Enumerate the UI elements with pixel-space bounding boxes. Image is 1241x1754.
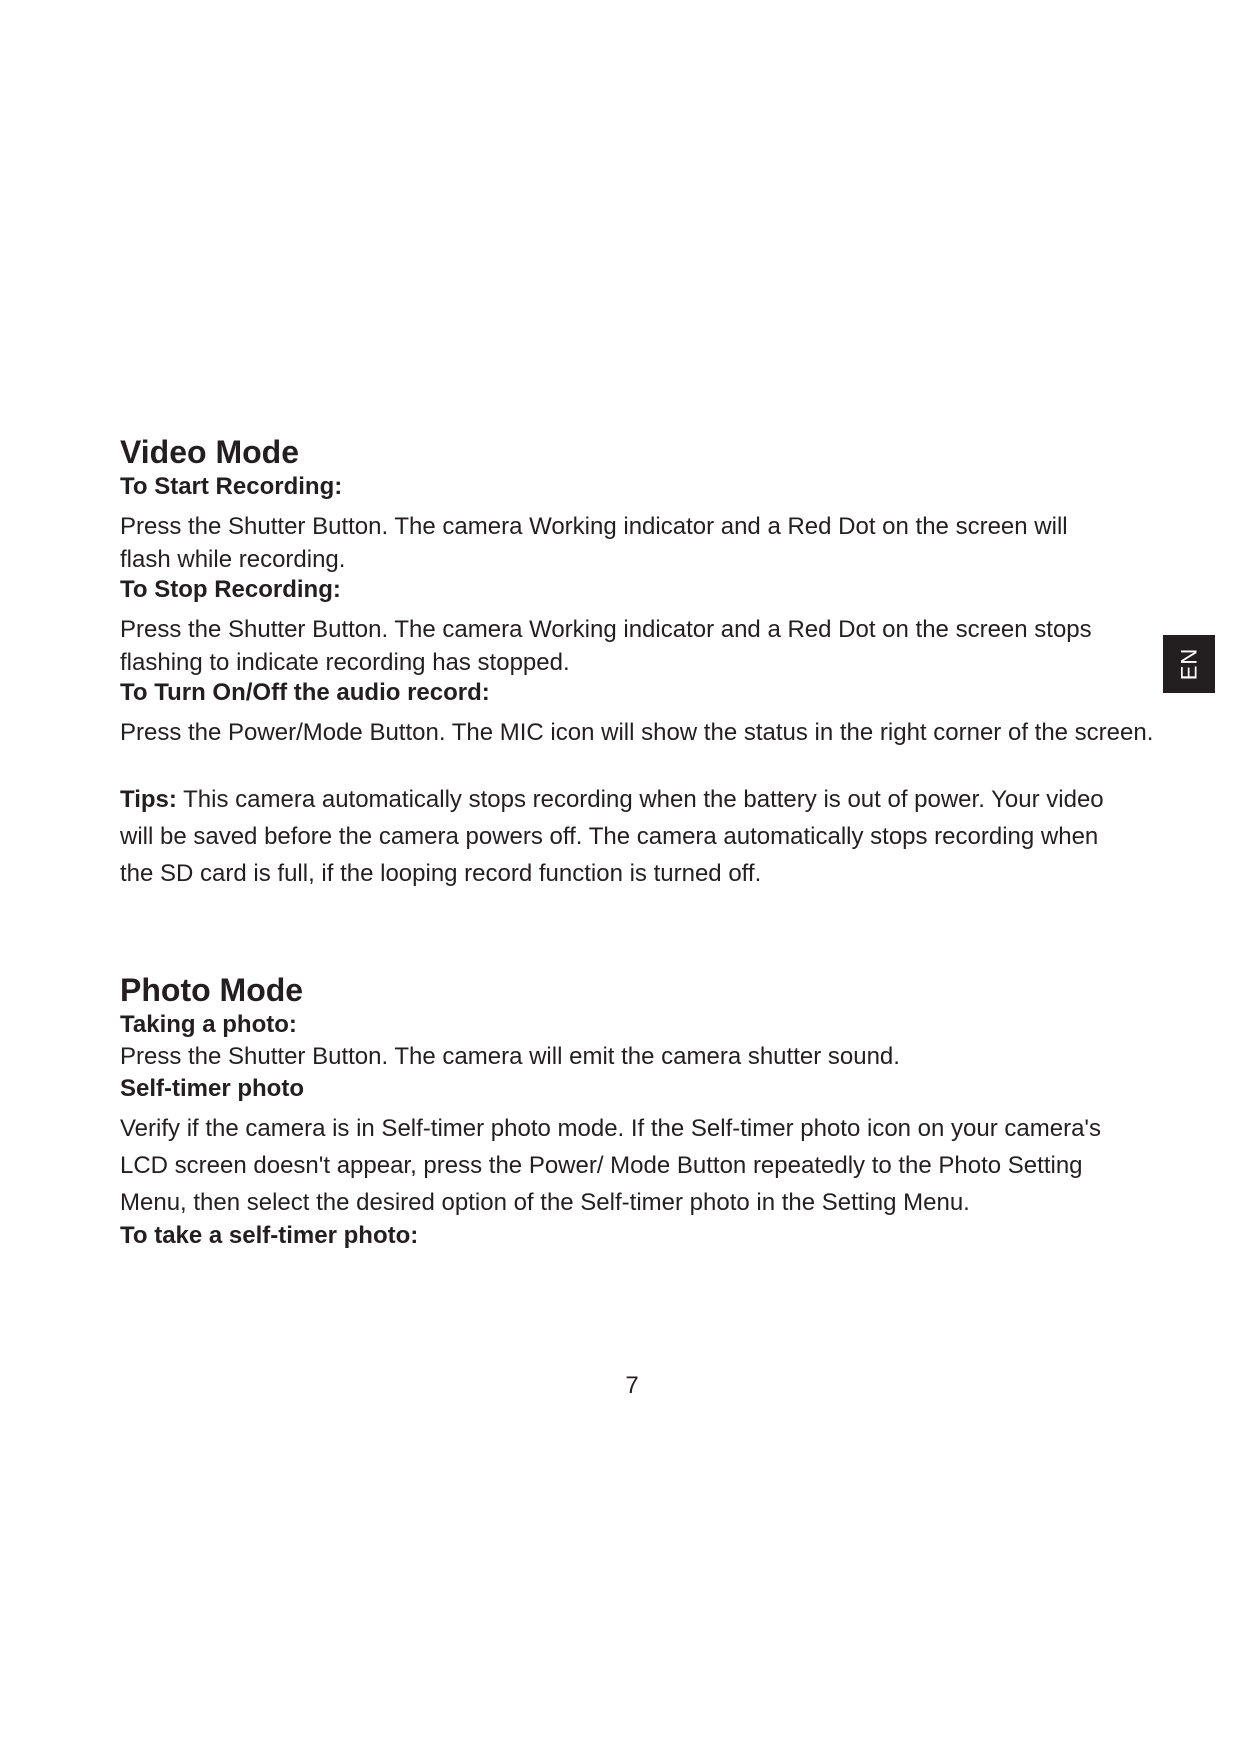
self-timer-line-3: Menu, then select the desired option of the Self-timer photo in the Setting Menu.: [120, 1189, 970, 1216]
photo-mode-title: Photo Mode: [120, 972, 304, 1008]
stop-recording-line-2: flashing to indicate recording has stopped.: [120, 649, 570, 676]
tips-line-1-text: This camera automatically stops recording when the battery is out of power. Your video: [176, 786, 1104, 813]
tips-line-3: the SD card is full, if the looping record function is turned off.: [120, 860, 762, 887]
take-self-timer-heading: To take a self-timer photo:: [120, 1222, 419, 1249]
self-timer-heading: Self-timer photo: [120, 1075, 304, 1102]
self-timer-line-1: Verify if the camera is in Self-timer photo mode. If the Self-timer photo icon on your camera's: [120, 1115, 1102, 1142]
start-recording-line-1: Press the Shutter Button. The camera Working indicator and a Red Dot on the screen will: [120, 513, 1068, 540]
taking-photo-heading: Taking a photo:: [120, 1011, 297, 1038]
stop-recording-heading: To Stop Recording:: [120, 576, 341, 603]
audio-record-line-1: Press the Power/Mode Button. The MIC icon will show the status in the right corner of the screen.: [120, 719, 1154, 746]
self-timer-line-2: LCD screen doesn't appear, press the Power/ Mode Button repeatedly to the Photo Setting: [120, 1152, 1083, 1179]
language-tab-label: EN: [1176, 647, 1201, 681]
start-recording-line-2: flash while recording.: [120, 546, 346, 573]
page-number: 7: [625, 1372, 639, 1399]
tips-line-2: will be saved before the camera powers off. The camera automatically stops recording when: [120, 823, 1099, 850]
audio-record-heading: To Turn On/Off the audio record:: [120, 679, 490, 706]
video-mode-title: Video Mode: [120, 434, 299, 470]
language-tab: [1163, 635, 1215, 693]
taking-photo-line-1: Press the Shutter Button. The camera will emit the camera shutter sound.: [120, 1043, 900, 1070]
page-content: [120, 432, 1190, 1251]
stop-recording-line-1: Press the Shutter Button. The camera Working indicator and a Red Dot on the screen stops: [120, 616, 1092, 643]
tips-label: Tips:: [120, 786, 177, 813]
tips-line-1: [120, 781, 1190, 818]
start-recording-heading: To Start Recording:: [120, 473, 343, 500]
